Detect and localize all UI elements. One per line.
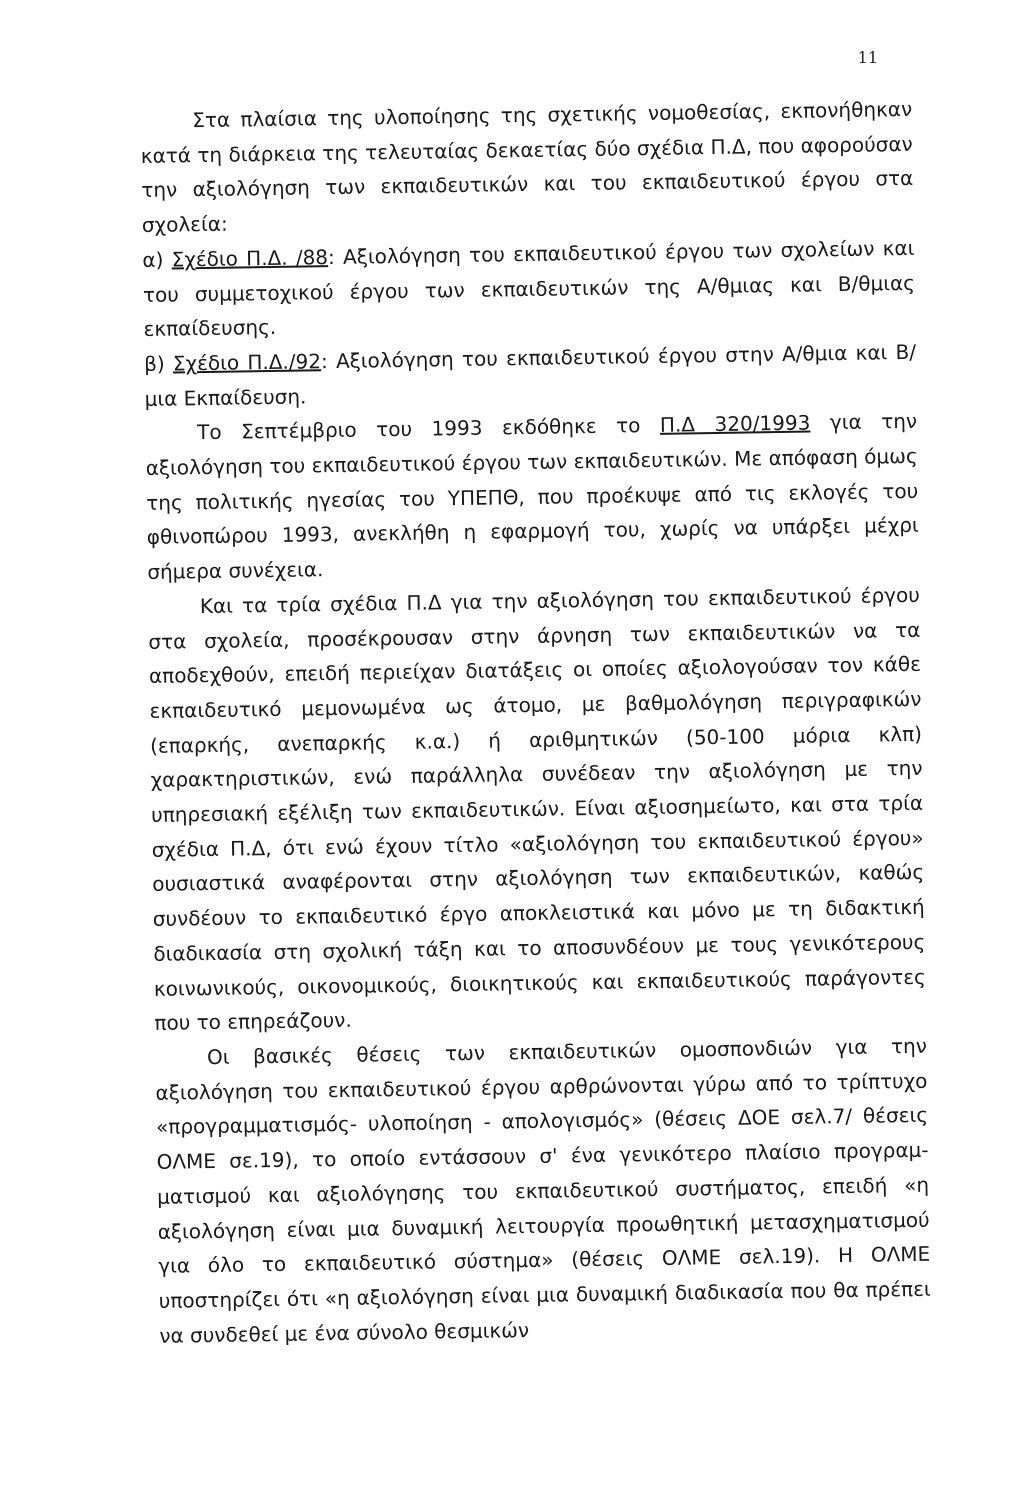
list-item-b-reference: Σχέδιο Π.Δ./92 [172, 349, 322, 376]
list-item-a-text: : Αξιολόγηση του εκπαιδευτικού έργου των σχολείων και του συμμετοχικού έργου των εκπαιδευτικών της Α/θμιας και Β/θμιας εκπαίδευσης. [142, 235, 916, 342]
paragraph-federation-positions: Οι βασικές θέσεις των εκπαιδευτικών ομοσπονδιών για την αξιολόγηση του εκπαιδευτικού έργου αρθρώνονται γύρω από το τρίπτυχο «προγραμματισμός- υλοποίηση - απολογισμός» (θέσεις ΔΟΕ σελ.7/ θέσεις ΟΛΜΕ σε.19), το οποίο εντάσσουν σ' ένα γενικότερο πλαίσιο προγραμ-ματισμού και αξιολόγησης του εκπαιδευτικού συστήματος, επειδή «η αξιολόγηση είναι μια δυναμική λειτουργία προωθητική μετασχηματισμού για όλο το εκπαιδευτικό σύστημα» (θέσεις ΟΛΜΕ σελ.19). Η ΟΛΜΕ υποστηρίζει ότι «η αξιολόγηση είναι μια δυναμική διαδικασία που θα πρέπει να συνδεθεί με ένα σύνολο θεσμικών [155, 1033, 931, 1348]
paragraph-decree-1993-before: Το Σεπτέμβριο του 1993 εκδόθηκε το [196, 413, 661, 445]
body-text [140, 92, 932, 1353]
paragraph-intro: Στα πλαίσια της υλοποίησης της σχετικής νομοθεσίας, εκπονήθηκαν κατά τη διάρκεια της τελευταίας δεκαετίας δύο σχέδια Π.Δ, που αφορούσαν την αξιολόγηση των εκπαιδευτικών και του εκπαιδευτικού έργου στα σχολεία: [140, 96, 914, 238]
paragraph-decree-1993-after: για την αξιολόγηση του εκπαιδευτικού έργου των εκπαιδευτικών. Με απόφαση όμως της πολιτικής ηγεσίας του ΥΠΕΠΘ, που προέκυψε από τις εκλογές του φθινοπώρου 1993, ανεκλήθη η εφαρμογή του, χωρίς να υπάρξει μέχρι σήμερα συνέχεια. [145, 409, 919, 585]
paragraph-decree-1993 [145, 404, 920, 590]
list-item-b-text: : Αξιολόγηση του εκπαιδευτικού έργου στην Α/θμια και Β/μια Εκπαίδευση. [144, 339, 917, 411]
list-item-a [142, 231, 916, 347]
list-item-a-reference: Σχέδιο Π.Δ. /88 [171, 244, 329, 272]
list-item-a-prefix: α) [142, 247, 172, 272]
paragraph-three-drafts: Και τα τρία σχέδια Π.Δ για την αξιολόγηση του εκπαιδευτικού έργου στα σχολεία, προσέκρουσαν στην άρνηση των εκπαιδευτικών να τα αποδεχθούν, επειδή περιείχαν διατάξεις οι οποίες αξιολογούσαν τον κάθε εκπαιδευτικό μεμονωμένα ως άτομο, με βαθμολόγηση περιγραφικών (επαρκής, ανεπαρκής κ.α.) ή αριθμητικών (50-100 μόρια κλπ) χαρακτηριστικών, ενώ παράλληλα συνέδεαν την αξιολόγηση με την υπηρεσιακή εξέλιξη των εκπαιδευτικών. Είναι αξιοσημείωτο, και στα τρία σχέδια Π.Δ, ότι ενώ έχουν τίτλο «αξιολόγηση του εκπαιδευτικού έργου» ουσιαστικά αναφέρονται στην αξιολόγηση των εκπαιδευτικών, καθώς συνδέουν το εκπαιδευτικό έργο αποκλειστικά και μόνο με τη διδακτική διαδικασία στη σχολική τάξη και το αποσυνδέουν με τους γενικότερους κοινωνικούς, οικονομικούς, διοικητικούς και εκπαιδευτικούς παράγοντες που το επηρεάζουν. [148, 582, 926, 1036]
paragraph-decree-1993-reference: Π.Δ 320/1993 [659, 410, 811, 438]
page-number: 11 [857, 48, 878, 67]
list-item-b-prefix: β) [143, 351, 174, 376]
list-item-b [144, 335, 917, 417]
